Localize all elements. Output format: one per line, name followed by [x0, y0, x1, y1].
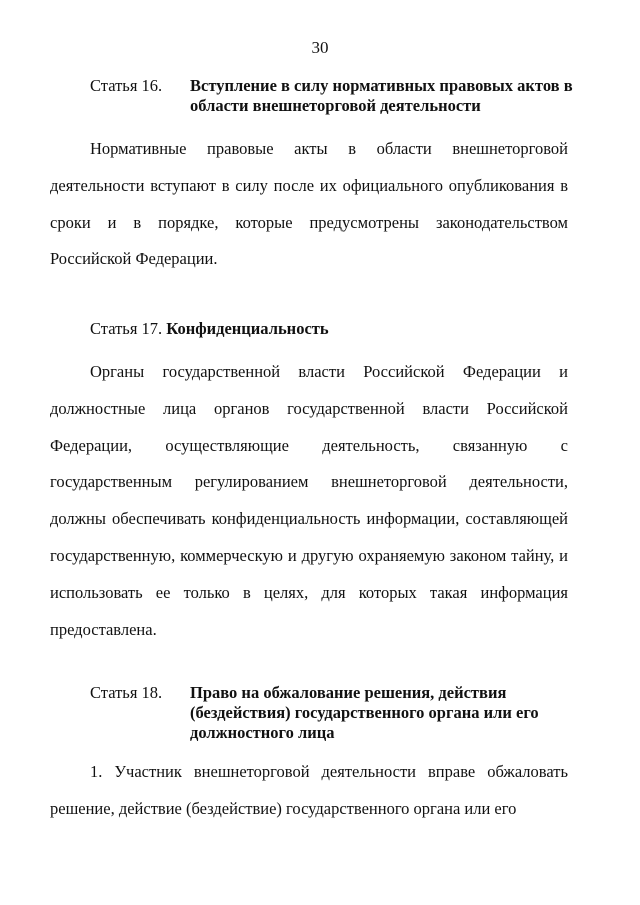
article-18-paragraph: 1. Участник внешнеторговой деятельности вправе обжаловать решение, действие (бездействие) государственного органа или его: [50, 762, 568, 818]
article-17-paragraph: Органы государственной власти Российской Федерации и должностные лица органов государственной власти Российской Федерации, осуществляющие деятельность, связанную с государственным регулированием внешнеторговой деятельности, должны обеспечивать конфиденциальность информации, составляющей государственную, коммерческую и другую охраняемую законом тайну, и использовать ее только в целях, для которых такая информация предоставлена.: [50, 362, 568, 639]
article-17-number: Статья 17.: [90, 319, 163, 338]
article-16-number: Статья 16.: [90, 76, 163, 95]
article-17-heading: [90, 319, 580, 339]
article-18-title: Право на обжалование решения, действия (бездействия) государственного органа или его должностного лица: [190, 683, 539, 742]
article-16-title: Вступление в силу нормативных правовых актов в области внешнеторговой деятельности: [190, 76, 573, 115]
article-16-paragraph: Нормативные правовые акты в области внешнеторговой деятельности вступают в силу после их официального опубликования в сроки и в порядке, которые предусмотрены законодательством Российской Федерации.: [50, 139, 568, 269]
page-number: 30: [311, 38, 329, 57]
article-18-number: Статья 18.: [90, 683, 163, 702]
article-17-title: Конфиденциальность: [166, 319, 329, 338]
